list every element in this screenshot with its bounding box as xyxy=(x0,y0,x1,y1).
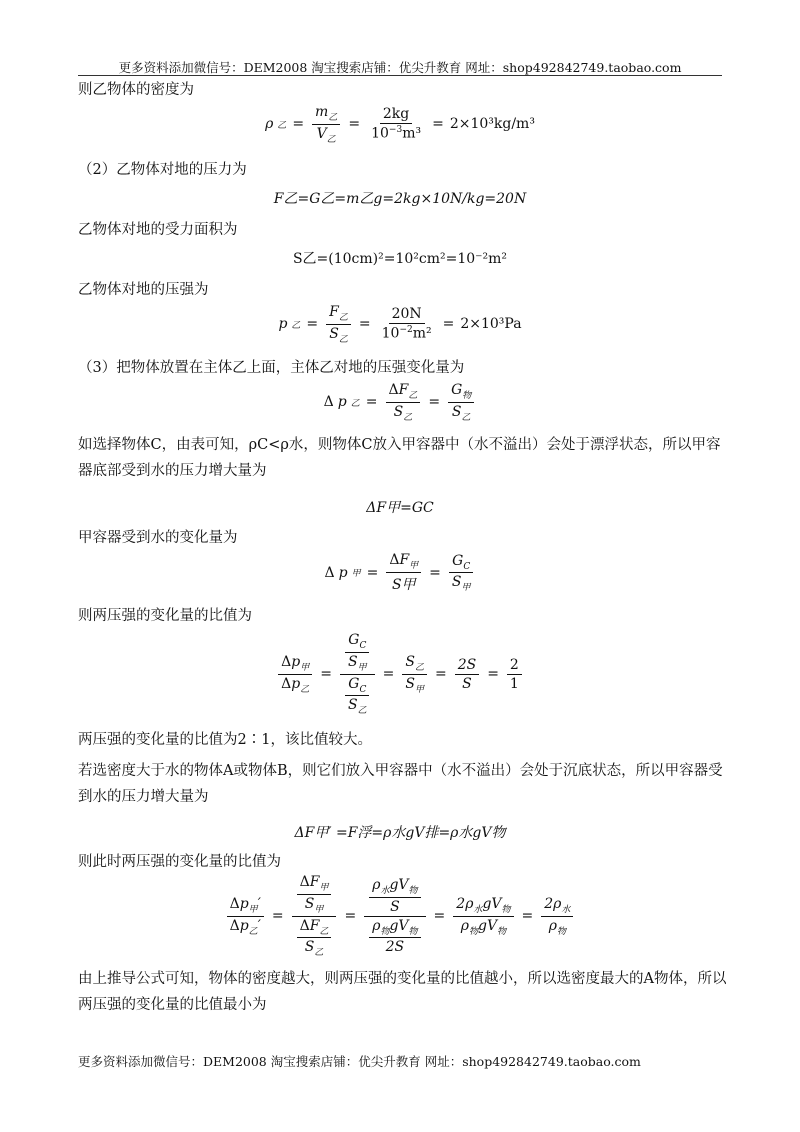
equation-delta-f-prime: ΔF甲′ =F浮=ρ水gV排=ρ水gV物 xyxy=(294,825,506,841)
paragraph: （2）乙物体对地的压力为 xyxy=(78,162,247,178)
paragraph: 由上推导公式可知，物体的密度越大，则两压强的变化量的比值越小，所以选密度最大的A物体，所以两压强的变化量的比值最小为 xyxy=(78,971,727,1013)
page-header: 更多资料添加微信号：DEM2008 淘宝搜索店铺：优尖升教育 网址：shop492842749.taobao.com xyxy=(118,60,682,75)
equation-area: S乙=(10cm)²=10²cm²=10⁻²m² xyxy=(292,251,508,267)
paragraph: 乙物体对地的受力面积为 xyxy=(78,222,238,238)
equation-density: ρ 乙 = $\frac{m_乙}{V_乙}$ = $\frac{2kg}{10^{-3}m^3}$ = 2×10³kg/m³ xyxy=(265,104,535,145)
paragraph: 则此时两压强的变化量的比值为 xyxy=(78,854,281,870)
equation-pressure: p 乙 = $\frac{F_乙}{S_乙}$ = $\frac{20N}{10^{-2}m^2}$ = 2×10³Pa xyxy=(278,304,522,345)
header-divider xyxy=(78,75,722,76)
paragraph: 两压强的变化量的比值为2∶1，该比值较大。 xyxy=(78,732,372,748)
paragraph: 如选择物体C，由表可知，ρC<ρ水，则物体C放入甲容器中（水不溢出）会处于漂浮状态，所以甲容器底部受到水的压力增大量为 xyxy=(78,437,721,479)
paragraph: 则乙物体的密度为 xyxy=(78,82,194,98)
equation-delta-f: ΔF甲=GC xyxy=(366,500,434,516)
equation-ratio-c: $\frac{\Delta p_甲}{\Delta p_乙}$ = $\frac{\frac{G_C}{S_甲}}{\frac{G_C}{S_乙}}$ = $\frac{S_乙}{S_甲}$ = $\frac{2S}{S}$ = $\frac{2}{1}$ xyxy=(0,632,800,716)
equation-delta-p-yi: Δ p 乙 = $\frac{\Delta F_乙}{S_乙}$ = $\frac{G_物}{S_乙}$ xyxy=(0,382,800,423)
paragraph: 甲容器受到水的变化量为 xyxy=(78,530,238,546)
paragraph: 乙物体对地的压强为 xyxy=(78,282,209,298)
page-footer: 更多资料添加微信号：DEM2008 淘宝搜索店铺：优尖升教育 网址：shop492842749.taobao.com xyxy=(78,1054,641,1069)
paragraph: （3）把物体放置在主体乙上面，主体乙对地的压强变化量为 xyxy=(78,360,465,376)
equation-force: F乙=G乙=m乙g=2kg×10N/kg=20N xyxy=(273,191,527,207)
equation-delta-p-jia: Δ p 甲 = $\frac{\Delta F_甲}{\text{S甲}}$ = $\frac{G_C}{S_甲}$ xyxy=(0,552,800,594)
paragraph: 则两压强的变化量的比值为 xyxy=(78,608,252,624)
equation-ratio-ab: $\frac{\Delta p_甲'}{\Delta p_乙'}$ = $\frac{\frac{\Delta F_甲}{S_甲}}{\frac{\Delta F_乙}{S_乙}}$ = $\frac{\frac{\rho_水gV_物}{S}}{\frac{\rho_物gV_物}{2S}}$ = $\frac{2\rho_水gV_物}{\rho_物gV_物}$ = $\frac{2\rho_水}{\rho_物}$ xyxy=(0,874,800,958)
paragraph: 若选密度大于水的物体A或物体B，则它们放入甲容器中（水不溢出）会处于沉底状态，所以甲容器受到水的压力增大量为 xyxy=(78,763,723,805)
